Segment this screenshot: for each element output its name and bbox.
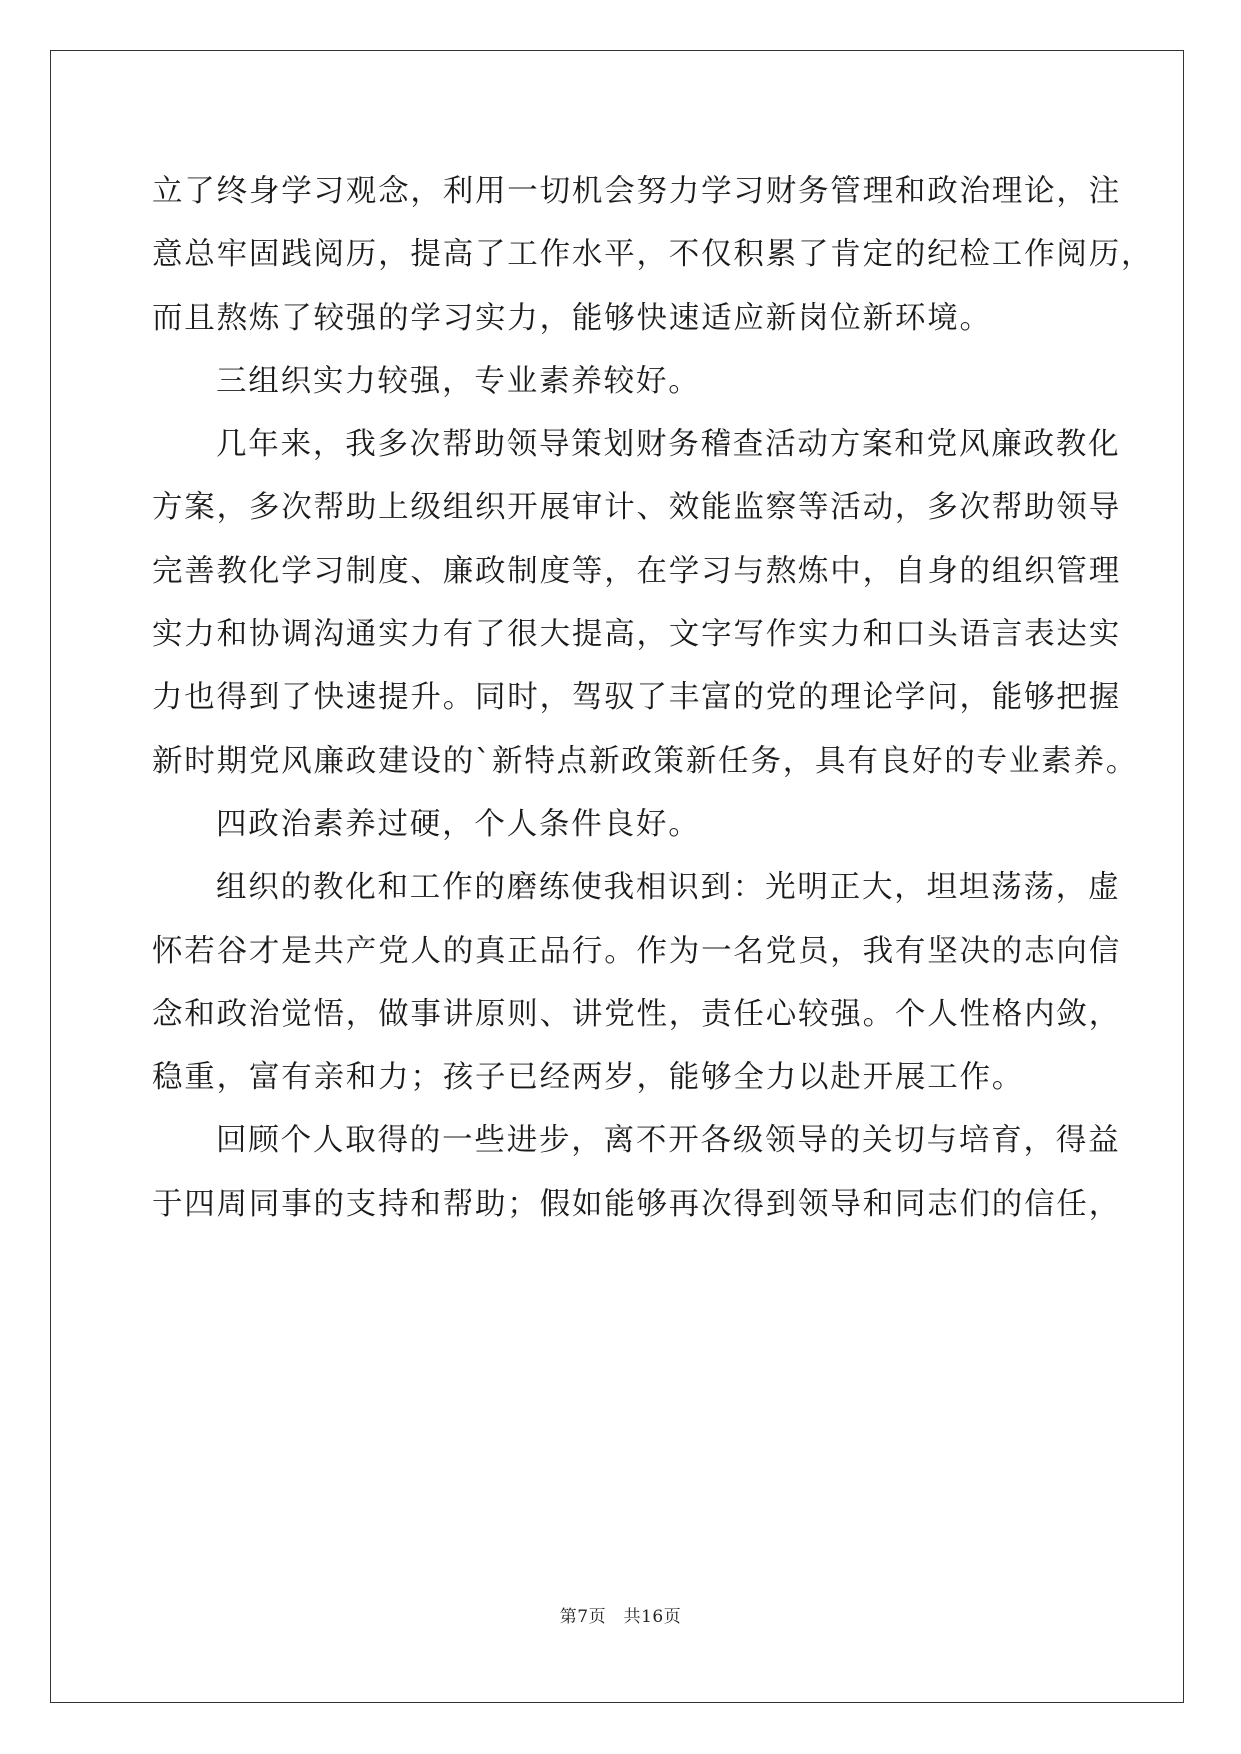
- text-line: 组织的教化和工作的磨练使我相识到：光明正大，坦坦荡荡，虚: [216, 870, 1121, 906]
- text-line: 于四周同事的支持和帮助；假如能够再次得到领导和同志们的信任，: [152, 1186, 1121, 1222]
- text-line: 三组织实力较强，专业素养较好。: [216, 363, 701, 399]
- text-line: 稳重，富有亲和力；孩子已经两岁，能够全力以赴开展工作。: [152, 1060, 1025, 1096]
- text-line: 立了终身学习观念，利用一切机会努力学习财务管理和政治理论，注: [152, 174, 1121, 209]
- document-body: [152, 160, 1154, 1236]
- text-line: 而且熬炼了较强的学习实力，能够快速适应新岗位新环境。: [152, 300, 992, 336]
- text-line: 新时期党风廉政建设的`新特点新政策新任务，具有良好的专业素养。: [152, 743, 1139, 779]
- text-line: 四政治素养过硬，个人条件良好。: [216, 806, 701, 842]
- text-line: 念和政治觉悟，做事讲原则、讲党性，责任心较强。个人性格内敛，: [152, 996, 1121, 1032]
- text-line: 几年来，我多次帮助领导策划财务稽查活动方案和党风廉政教化: [216, 427, 1121, 463]
- text-line: 回顾个人取得的一些进步，离不开各级领导的关切与培育，得益: [216, 1123, 1121, 1159]
- text-line: 力也得到了快速提升。同时，驾驭了丰富的党的理论学问，能够把握: [152, 680, 1121, 716]
- page-number-footer: 第7页 共16页: [559, 1607, 682, 1627]
- text-line: 意总牢固践阅历，提高了工作水平，不仅积累了肯定的纪检工作阅历，: [152, 237, 1154, 273]
- text-line: 怀若谷才是共产党人的真正品行。作为一名党员，我有坚决的志向信: [152, 933, 1121, 969]
- text-line: 完善教化学习制度、廉政制度等，在学习与熬炼中，自身的组织管理: [152, 553, 1121, 589]
- text-line: 实力和协调沟通实力有了很大提高，文字写作实力和口头语言表达实: [152, 617, 1121, 653]
- text-line: 方案，多次帮助上级组织开展审计、效能监察等活动，多次帮助领导: [152, 490, 1121, 526]
